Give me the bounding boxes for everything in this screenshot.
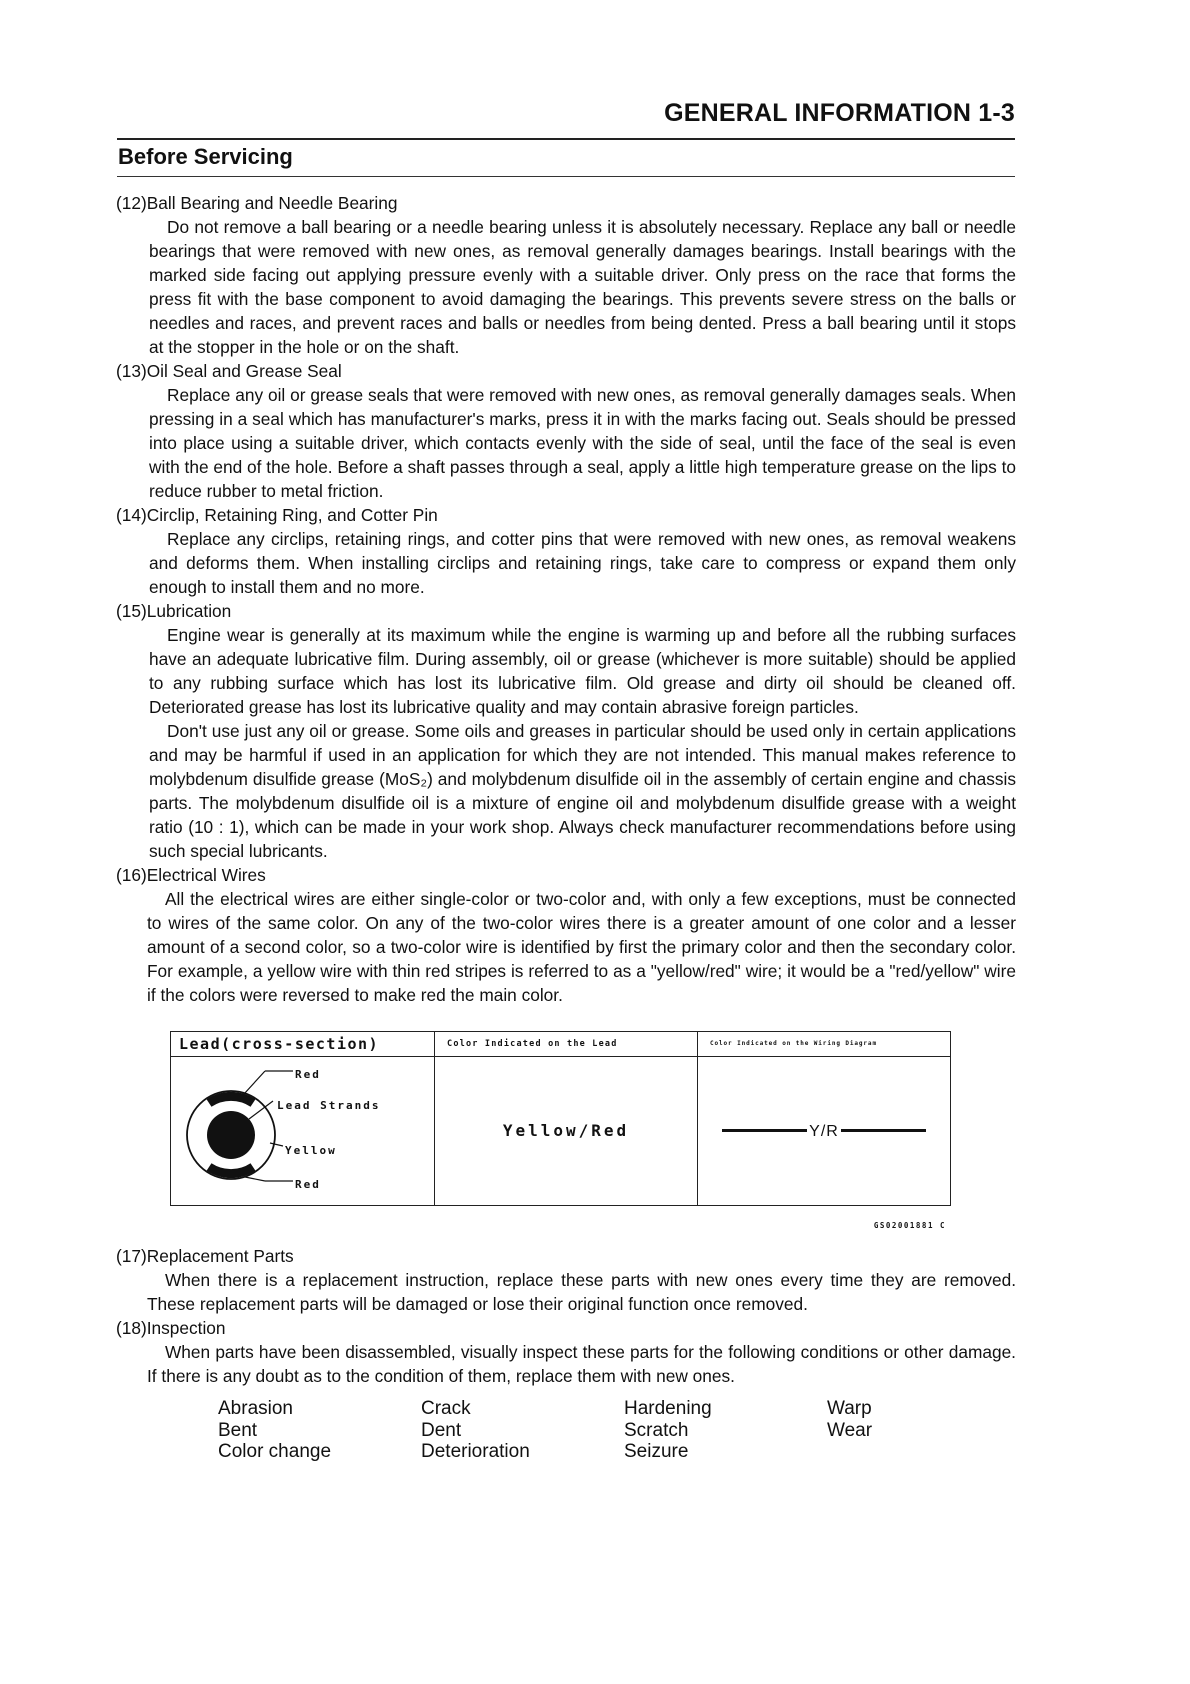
- wiring-diagram-cell: [698, 1057, 951, 1206]
- item-heading: (16)Electrical Wires: [116, 865, 266, 885]
- header-rule: [117, 138, 1015, 140]
- item-paragraph: Do not remove a ball bearing or a needle bearing unless it is absolutely necessary. Replace any ball or needle bearings that were removed with new ones, as removal generally damages bearings. Install bearings with the marked side facing out applying pressure evenly with a suitable driver. Only press on the race that forms the press fit with the base component to avoid damaging the bearings. This prevents severe stress on the balls or needles and races, and prevent races and balls or needles from being dented. Press a ball bearing until it stops at the stopper in the hole or on the shaft.: [149, 217, 1016, 357]
- condition-item: Warp: [827, 1398, 872, 1419]
- wire-code-label: Y/R: [809, 1122, 839, 1140]
- item-paragraph: Replace any circlips, retaining rings, and cotter pins that were removed with new ones, as removal weakens and deforms them. When installing circlips and retaining rings, take care to compress or expand them only enough to install them and no more.: [149, 529, 1016, 597]
- color-on-lead-cell: Yellow/Red: [435, 1057, 698, 1206]
- item-lubrication: [116, 599, 1016, 863]
- header-color-on-lead: Color Indicated on the Lead: [435, 1032, 698, 1057]
- item-inspection: [116, 1316, 1016, 1388]
- document-body: [116, 191, 1016, 1463]
- item-paragraph: When there is a replacement instruction, replace these parts with new ones every time they are removed. These replacement parts will be damaged or lose their original function once removed.: [147, 1270, 1016, 1314]
- condition-item: Wear: [827, 1419, 873, 1441]
- condition-item: Scratch: [624, 1419, 689, 1441]
- wire-color-table: [170, 1031, 951, 1206]
- item-circlip: [116, 503, 1016, 599]
- label-red-bottom: Red: [295, 1178, 321, 1191]
- item-heading: (13)Oil Seal and Grease Seal: [116, 361, 342, 381]
- page-header: GENERAL INFORMATION 1-3: [664, 99, 1015, 127]
- inspection-conditions-list: [218, 1398, 1016, 1463]
- condition-item: Color change: [218, 1441, 332, 1462]
- condition-item: [827, 1441, 1027, 1463]
- label-red-top: Red: [295, 1068, 321, 1081]
- section-title: Before Servicing: [118, 144, 293, 169]
- item-paragraph: Don't use just any oil or grease. Some oils and greases in particular should be used only in certain applications and may be harmful if used in an application for which they are not intended. This manual makes reference to molybdenum disulfide grease (MoS₂) and molybdenum disulfide oil in the assembly of certain engine and chassis parts. The molybdenum disulfide oil is a mixture of engine oil and molybdenum disulfide grease with a weight ratio (10 : 1), which can be made in your work shop. Always check manufacturer recommendations before using such special lubricants.: [149, 721, 1016, 861]
- wire-line-left: [722, 1129, 807, 1132]
- figure-code: GS02001881 C: [873, 1221, 946, 1230]
- header-lead-cross-section: Lead(cross-section): [171, 1032, 435, 1057]
- condition-item: Hardening: [624, 1398, 712, 1419]
- condition-item: Seizure: [624, 1441, 689, 1462]
- lead-cross-section-cell: [171, 1057, 435, 1206]
- item-paragraph: Engine wear is generally at its maximum while the engine is warming up and before all the rubbing surfaces have an adequate lubricative film. During assembly, oil or grease (whichever is more suitable) should be applied to any rubbing surface which has lost its lubricative film. Old grease and dirty oil should be cleaned off. Deteriorated grease has lost its lubricative quality and may contain abrasive foreign particles.: [149, 625, 1016, 717]
- item-heading: (18)Inspection: [116, 1318, 226, 1338]
- condition-item: Bent: [218, 1419, 258, 1441]
- condition-item: Dent: [421, 1419, 462, 1441]
- label-lead-strands: Lead Strands: [277, 1099, 381, 1112]
- wire-line-right: [841, 1129, 926, 1132]
- condition-item: Crack: [421, 1398, 471, 1419]
- item-paragraph: When parts have been disassembled, visually inspect these parts for the following conditions or other damage. If there is any doubt as to the condition of them, replace them with new ones.: [147, 1342, 1016, 1386]
- item-paragraph: All the electrical wires are either single-color or two-color and, with only a few exceptions, must be connected to wires of the same color. On any of the two-color wires there is a greater amount of one color and a lesser amount of a second color, so a two-color wire is identified by first the primary color and then the secondary color. For example, a yellow wire with thin red stripes is referred to as a "yellow/red" wire; it would be a "red/yellow" wire if the colors were reversed to make red the main color.: [147, 889, 1016, 1005]
- header-color-on-diagram: Color Indicated on the Wiring Diagram: [698, 1032, 951, 1057]
- item-electrical-wires: [116, 863, 1016, 1007]
- condition-item: Deterioration: [421, 1441, 530, 1462]
- item-replacement-parts: [116, 1244, 1016, 1316]
- item-oil-seal: [116, 359, 1016, 503]
- item-paragraph: Replace any oil or grease seals that were removed with new ones, as removal generally damages seals. When pressing in a seal which has manufacturer's marks, press it in with the marks facing out. Seals should be pressed into place using a suitable driver, which contacts evenly with the side of seal, until the face of the seal is even with the end of the hole. Before a shaft passes through a seal, apply a little high temperature grease on the lips to reduce rubber to metal friction.: [149, 385, 1016, 501]
- section-rule: [117, 176, 1015, 177]
- item-ball-bearing: [116, 191, 1016, 359]
- label-yellow: Yellow: [285, 1144, 337, 1157]
- item-heading: (14)Circlip, Retaining Ring, and Cotter Pin: [116, 505, 438, 525]
- condition-item: Abrasion: [218, 1398, 293, 1419]
- item-heading: (15)Lubrication: [116, 601, 232, 621]
- item-heading: (17)Replacement Parts: [116, 1246, 294, 1266]
- item-heading: (12)Ball Bearing and Needle Bearing: [116, 193, 398, 213]
